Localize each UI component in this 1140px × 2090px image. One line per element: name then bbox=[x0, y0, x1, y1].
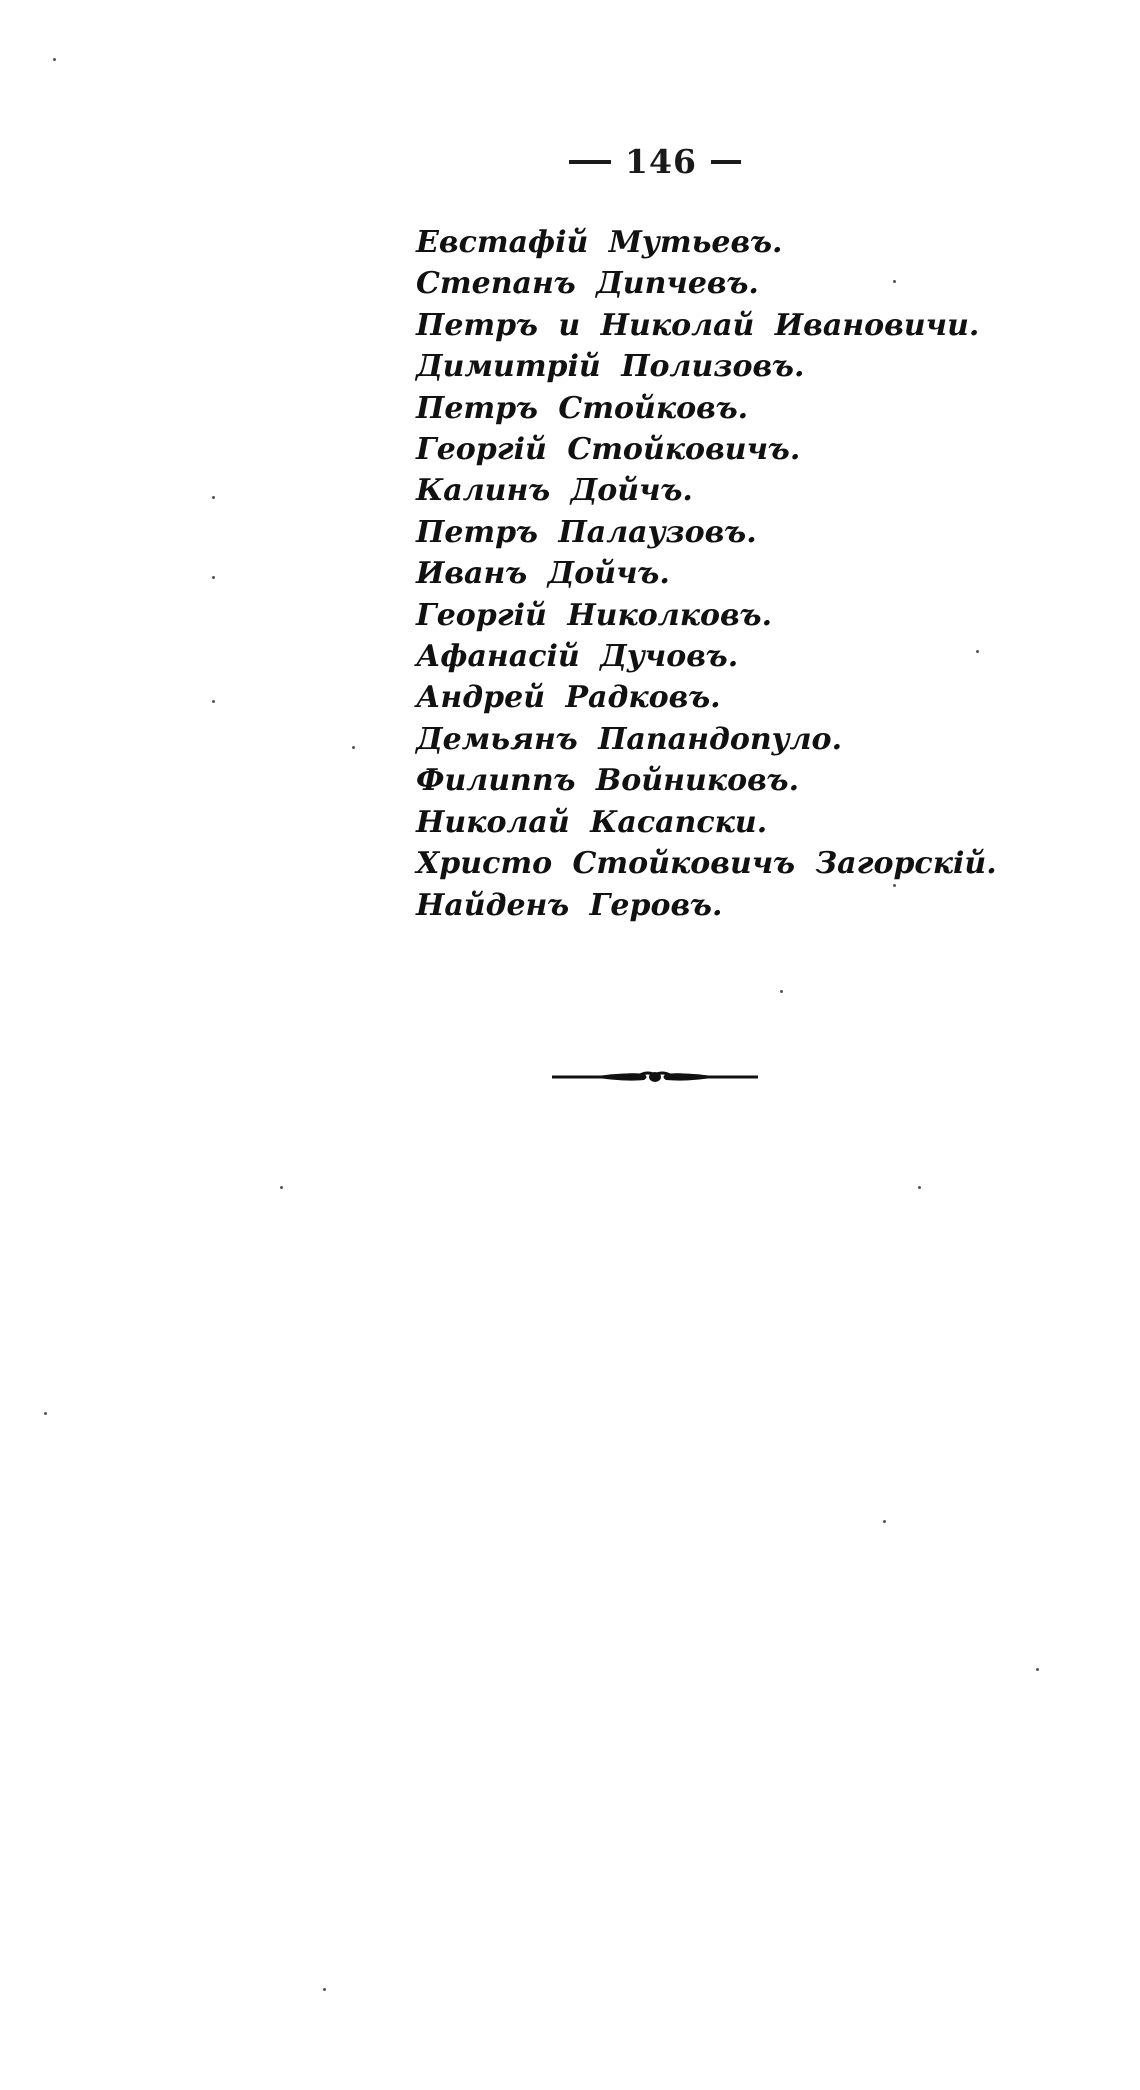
paper-speck bbox=[53, 58, 56, 61]
list-item: Найденъ Геровъ. bbox=[416, 887, 723, 923]
paper-speck bbox=[352, 746, 355, 749]
paper-speck bbox=[780, 990, 783, 993]
decorative-rule-ornament bbox=[552, 1068, 758, 1086]
list-item: Иванъ Дойчъ. bbox=[416, 556, 670, 592]
list-item: Георгій Стойковичъ. bbox=[416, 432, 801, 468]
paper-speck bbox=[212, 700, 215, 703]
paper-speck bbox=[44, 1412, 47, 1415]
list-item: Демьянъ Папандопуло. bbox=[416, 721, 843, 757]
header-dash-right bbox=[711, 160, 741, 164]
paper-speck bbox=[918, 1186, 921, 1189]
list-item: Георгій Николковъ. bbox=[416, 597, 773, 633]
list-item: Андрей Радковъ. bbox=[416, 680, 721, 716]
list-item: Николай Касапски. bbox=[416, 804, 768, 840]
list-item: Петръ Палаузовъ. bbox=[416, 514, 757, 550]
list-item: Димитрій Полизовъ. bbox=[416, 349, 805, 385]
header-dash-left bbox=[569, 160, 611, 164]
paper-speck bbox=[883, 1520, 886, 1523]
page-header bbox=[0, 142, 1140, 181]
list-item: Петръ и Николай Ивановичи. bbox=[416, 307, 980, 343]
page-number: 146 bbox=[625, 142, 697, 181]
paper-speck bbox=[323, 1988, 326, 1991]
paper-speck bbox=[212, 576, 215, 579]
list-item: Степанъ Дипчевъ. bbox=[416, 266, 759, 302]
list-item: Христо Стойковичъ Загорскій. bbox=[416, 846, 997, 882]
paper-speck bbox=[212, 496, 215, 499]
paper-speck bbox=[280, 1186, 283, 1189]
list-item: Петръ Стойковъ. bbox=[416, 390, 749, 426]
list-item: Калинъ Дойчъ. bbox=[416, 473, 693, 509]
name-list bbox=[416, 222, 997, 926]
list-item: Евстафій Мутьевъ. bbox=[416, 225, 783, 260]
paper-speck bbox=[1036, 1668, 1039, 1671]
list-item: Филиппъ Войниковъ. bbox=[416, 763, 800, 799]
list-item: Афанасій Дучовъ. bbox=[416, 639, 739, 675]
